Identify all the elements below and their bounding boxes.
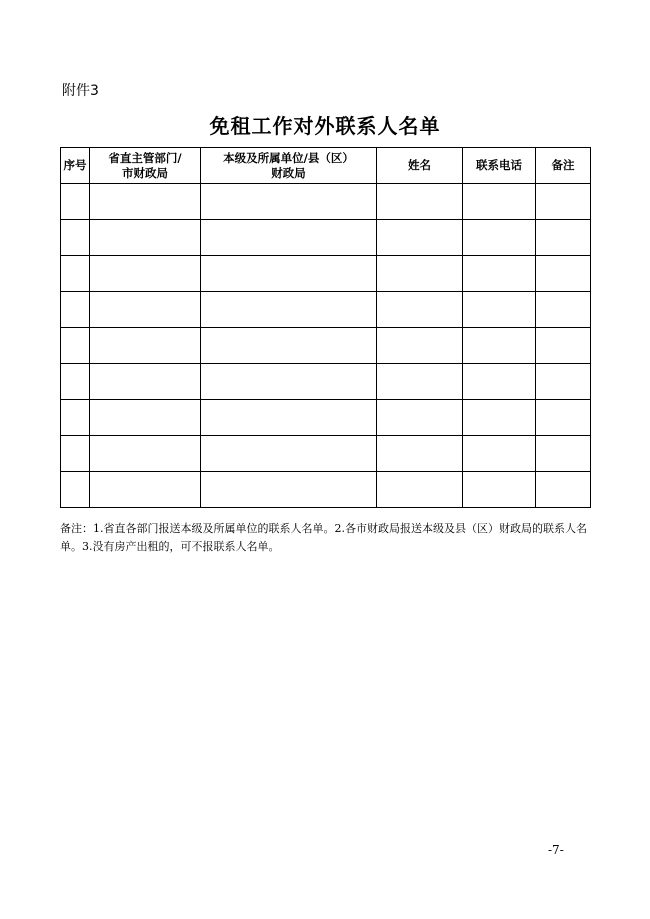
table-cell (463, 220, 536, 256)
table-cell (536, 220, 591, 256)
header-affiliated-unit (201, 148, 377, 184)
table-cell (61, 256, 90, 292)
table-cell (201, 256, 377, 292)
header-name (377, 148, 463, 184)
attachment-label: 附件3 (62, 83, 99, 99)
table-cell (377, 472, 463, 508)
table-cell (463, 400, 536, 436)
table-header-row (61, 148, 591, 184)
table-cell (536, 292, 591, 328)
table-footnote: 备注：1.省直各部门报送本级及所属单位的联系人名单。2.各市财政局报送本级及县（区）财政局的联系人名单。3.没有房产出租的，可不报联系人名单。 (60, 522, 587, 553)
header-phone (463, 148, 536, 184)
table-cell (90, 256, 201, 292)
header-phone-label: 联系电话 (476, 158, 522, 172)
table-cell (61, 364, 90, 400)
table-body (61, 184, 591, 508)
table-cell (463, 256, 536, 292)
table-cell (377, 256, 463, 292)
table-cell (90, 436, 201, 472)
table-cell (377, 328, 463, 364)
table-cell (463, 184, 536, 220)
header-serial-number-label: 序号 (63, 158, 87, 172)
header-remarks (536, 148, 591, 184)
header-remarks-label: 备注 (551, 158, 575, 172)
table-cell (536, 256, 591, 292)
table-cell (377, 220, 463, 256)
table-cell (61, 328, 90, 364)
table-cell (377, 436, 463, 472)
table-row (61, 364, 591, 400)
table-cell (463, 292, 536, 328)
header-affiliated-unit-label: 本级及所属单位/县（区） 财政局 (223, 150, 354, 180)
header-provincial-department-label: 省直主管部门/ 市财政局 (108, 150, 182, 180)
table-cell (90, 292, 201, 328)
table-cell (536, 328, 591, 364)
table-cell (201, 220, 377, 256)
table-row (61, 328, 591, 364)
table-cell (61, 292, 90, 328)
table-cell (90, 472, 201, 508)
table-cell (536, 184, 591, 220)
table-cell (377, 292, 463, 328)
table-cell (90, 400, 201, 436)
table-cell (536, 364, 591, 400)
table-cell (201, 328, 377, 364)
table-cell (463, 364, 536, 400)
table-row (61, 292, 591, 328)
table-cell (61, 220, 90, 256)
table-cell (90, 184, 201, 220)
table-cell (377, 184, 463, 220)
table-cell (463, 436, 536, 472)
table-cell (463, 328, 536, 364)
table-cell (536, 436, 591, 472)
table-row (61, 400, 591, 436)
table-cell (90, 328, 201, 364)
table-row (61, 472, 591, 508)
table-row (61, 220, 591, 256)
header-name-label: 姓名 (408, 158, 431, 172)
table-cell (536, 472, 591, 508)
table-cell (377, 400, 463, 436)
header-serial-number (61, 148, 90, 184)
table-cell (61, 184, 90, 220)
table-cell (90, 220, 201, 256)
table-row (61, 184, 591, 220)
table-cell (201, 472, 377, 508)
table-cell (201, 364, 377, 400)
table-cell (90, 364, 201, 400)
table-cell (536, 400, 591, 436)
table-cell (201, 184, 377, 220)
table-cell (377, 364, 463, 400)
contact-list-table (60, 147, 591, 508)
table-cell (201, 292, 377, 328)
table-cell (61, 436, 90, 472)
table-cell (201, 400, 377, 436)
page-number: -7- (548, 843, 564, 857)
table-cell (463, 472, 536, 508)
table-cell (61, 400, 90, 436)
document-title: 免租工作对外联系人名单 (209, 114, 441, 138)
table-row (61, 256, 591, 292)
table-cell (201, 436, 377, 472)
header-provincial-department (90, 148, 201, 184)
table-cell (61, 472, 90, 508)
table-row (61, 436, 591, 472)
